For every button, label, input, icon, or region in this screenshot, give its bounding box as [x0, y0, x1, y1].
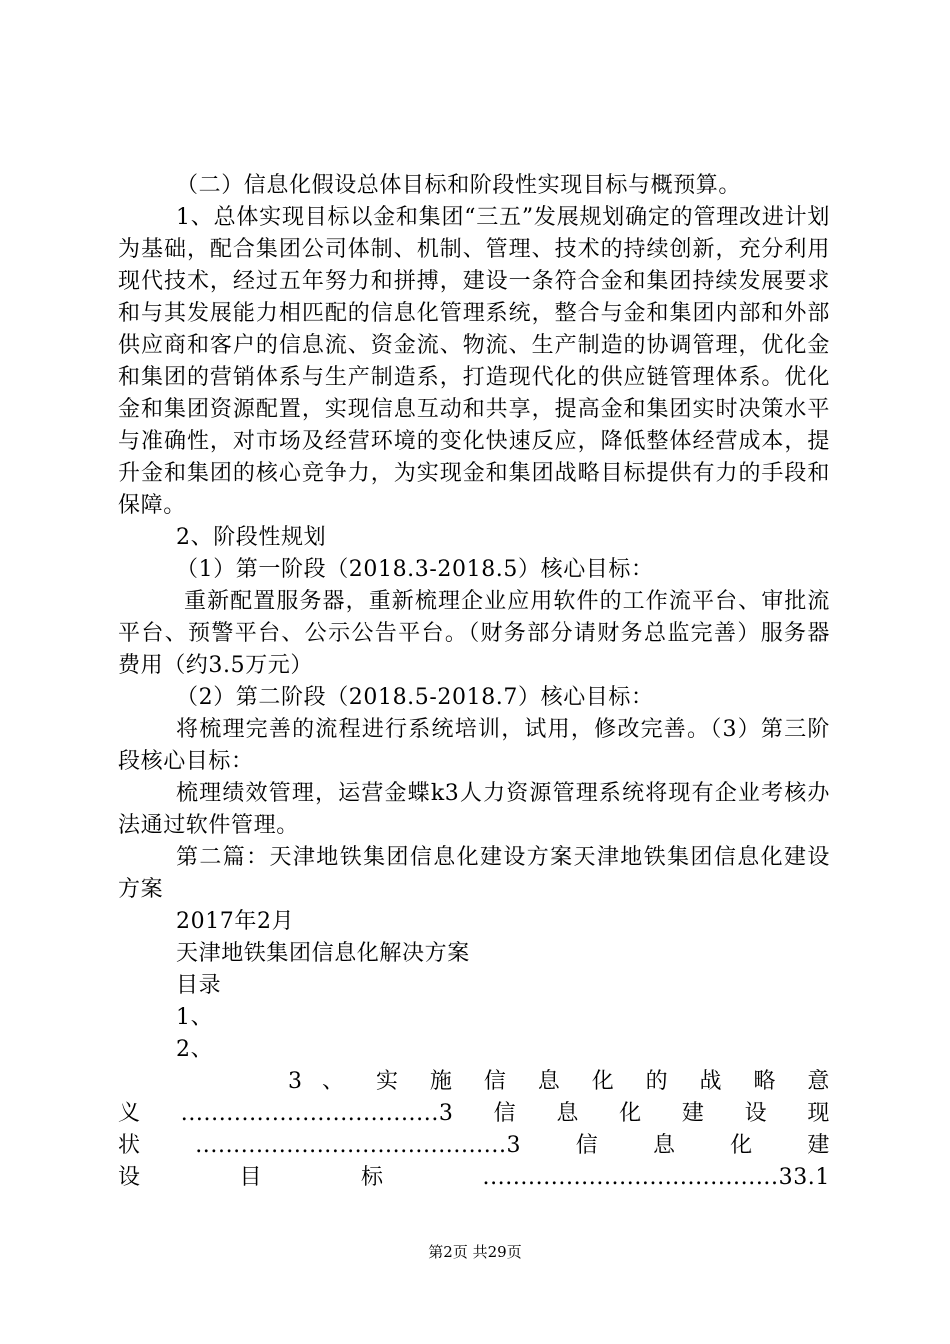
page-footer: 第2页 共29页: [428, 1243, 522, 1261]
section-heading: （二）信息化假设总体目标和阶段性实现目标与概预算。: [176, 173, 742, 198]
toc-line-4: 设 目 标 .......................................33.1: [118, 1165, 830, 1190]
paragraph-stage-1-detail: 重新配置服务器，重新梳理企业应用软件的工作流平台、审批流平台、预警平台、公示公告平台。（财务部分请财务总监完善）服务器费用（约3.5万元）: [118, 589, 830, 678]
toc-line-3: 状.........................................3信息化建: [118, 1133, 830, 1158]
paragraph-solution-title: 天津地铁集团信息化解决方案: [176, 941, 470, 966]
paragraph-stage-plan: 2、阶段性规划: [176, 525, 327, 550]
toc-line-2: 义..................................3信息化建设现: [118, 1101, 830, 1126]
paragraph-stage-2: （2）第二阶段（2018.5-2018.7）核心目标：: [176, 685, 654, 710]
toc-heading: 目录: [176, 973, 222, 998]
paragraph-overall-goal: 1、总体实现目标以金和集团“三五”发展规划确定的管理改进计划为基础，配合集团公司体制、机制、管理、技术的持续创新，充分利用现代技术，经过五年努力和拼搏，建设一条符合金和集团持续发展要求和与其发展能力相匹配的信息化管理系统，整合与金和集团内部和外部供应商和客户的信息流、资金流、物流、生产制造的协调管理，优化金和集团的营销体系与生产制造系，打造现代化的供应链管理体系。优化金和集团资源配置，实现信息互动和共享，提高金和集团实时决策水平与准确性，对市场及经营环境的变化快速反应，降低整体经营成本，提升金和集团的核心竞争力，为实现金和集团战略目标提供有力的手段和保障。: [118, 205, 830, 518]
toc-line-1: 3 、 实 施 信 息 化 的 战 略 意: [288, 1069, 830, 1094]
paragraph-stage-3-detail: 梳理绩效管理，运营金蝶k3人力资源管理系统将现有企业考核办法通过软件管理。: [118, 781, 830, 838]
document-body: [118, 170, 830, 1194]
toc-entries: [118, 1066, 830, 1194]
toc-item-1: 1、: [176, 1005, 214, 1030]
paragraph-stage-1: （1）第一阶段（2018.3-2018.5）核心目标：: [176, 557, 654, 582]
paragraph-date: 2017年2月: [176, 909, 295, 934]
toc-item-2: 2、: [176, 1037, 214, 1062]
paragraph-stage-2-detail: 将梳理完善的流程进行系统培训，试用，修改完善。（3）第三阶段核心目标：: [118, 717, 830, 774]
paragraph-part-two-title: 第二篇：天津地铁集团信息化建设方案天津地铁集团信息化建设方案: [118, 845, 830, 902]
